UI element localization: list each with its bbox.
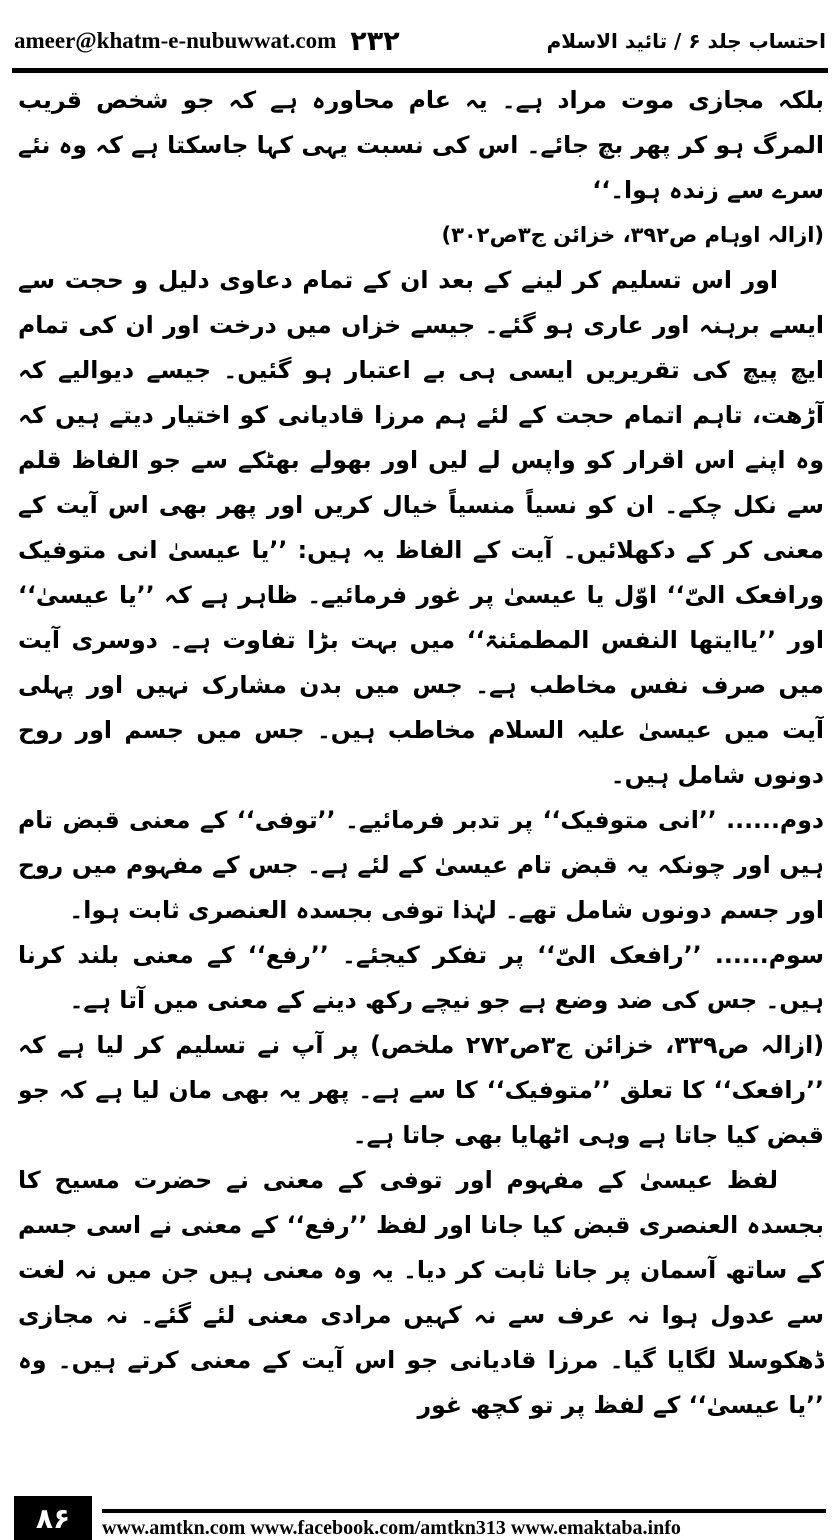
header-email: ameer@khatm-e-nubuwwat.com: [14, 28, 337, 53]
header-left: [14, 26, 400, 57]
citation: (ازالہ اوہام ص۳۹۲، خزائن ج۳ص۳۰۲): [441, 223, 824, 247]
paragraph: لفظ عیسیٰ کے مفہوم اور توفی کے معنی نے حضرت مسیح کا بجسدہ العنصری قبض کیا جانا اور لفظ ’’رفع‘‘ کے معنی نے اسی جسم کے ساتھ آسمان پر جانا ثابت کر دیا۔ یہ وہ معنی ہیں جن میں نہ لغت سے عدول ہوا نہ عرف سے نہ کہیں مرادی معنی لئے گئے۔ نہ مجازی ڈھکوسلا لگایا گیا۔ مرزا قادیانی جو اس آیت کے معنی کرتے ہیں۔ وہ ’’یا عیسیٰ‘‘ کے لفظ پر تو کچھ غور: [18, 1166, 824, 1419]
header-rule: [12, 68, 828, 73]
paragraph: (ازالہ ص۳۳۹، خزائن ج۳ص۲۷۲ ملخص) پر آپ نے تسلیم کر لیا ہے کہ ’’رافعک‘‘ کا تعلق ’’متوفیک‘‘ کا سے ہے۔ پھر یہ بھی مان لیا ہے کہ جو قبض کیا جاتا ہے وہی اٹھایا بھی جاتا ہے۔: [18, 1031, 824, 1149]
footer-urls: www.amtkn.com www.facebook.com/amtkn313 www.emaktaba.info: [102, 1517, 681, 1539]
paragraph: بلکہ مجازی موت مراد ہے۔ یہ عام محاورہ ہے کہ جو شخص قریب المرگ ہو کر پھر بچ جائے۔ اس کی نسبت یہی کہا جاسکتا ہے کہ وہ نئے سرے سے زندہ ہوا۔‘‘: [18, 86, 824, 204]
page-footer: [14, 1496, 826, 1540]
header-book-title: احتساب جلد ۶ / تائید الاسلام: [546, 29, 826, 53]
page-header: [14, 20, 826, 62]
header-page-number: ۲۳۲: [350, 25, 400, 57]
paragraph: دوم...... ’’انی متوفیک‘‘ پر تدبر فرمائیے۔ ’’توفی‘‘ کے معنی قبض تام ہیں اور چونکہ یہ قبض تام عیسیٰ کے لئے ہے۔ جس کے مفہوم میں روح اور جسم دونوں شامل تھے۔ لہٰذا توفی بجسدہ العنصری ثابت ہوا۔: [18, 806, 824, 924]
footer-url-block: [102, 1496, 826, 1540]
paragraph: سوم...... ’’رافعک الیّ‘‘ پر تفکر کیجئے۔ ’’رفع‘‘ کے معنی بلند کرنا ہیں۔ جس کی ضد وضع ہے جو نیچے رکھ دینے کے معنی میں آتا ہے۔: [18, 941, 824, 1014]
footer-page-number: ۸۶: [14, 1496, 92, 1540]
footer-rule: [102, 1509, 826, 1513]
page-body: [18, 78, 824, 1473]
paragraph: اور اس تسلیم کر لینے کے بعد ان کے تمام دعاوی دلیل و حجت سے ایسے برہنہ اور عاری ہو گئے۔ جیسے خزاں میں درخت اور ان کی تمام ایچ پیچ کی تقریریں ایسی ہی بے اعتبار ہو گئیں۔ جیسے دیوالیے کہ آڑھت، تاہم اتمام حجت کے لئے ہم مرزا قادیانی کو اختیار دیتے ہیں کہ وہ اپنے اس اقرار کو واپس لے لیں اور بھولے بھٹکے سے جو الفاظ قلم سے نکل چکے۔ ان کو نسیاً منسیاً خیال کریں اور پھر بھی اس آیت کے معنی کر کے دکھلائیں۔ آیت کے الفاظ یہ ہیں: ’’یا عیسیٰ انی متوفیک ورافعک الیّ‘‘ اوّل یا عیسیٰ پر غور فرمائیے۔ ظاہر ہے کہ ’’یا عیسیٰ‘‘ اور ’’یاایتھا النفس المطمئنۃ‘‘ میں بہت بڑا تفاوت ہے۔ دوسری آیت میں صرف نفس مخاطب ہے۔ جس میں بدن مشارک نہیں اور پہلی آیت میں عیسیٰ علیہ السلام مخاطب ہیں۔ جس میں جسم اور روح دونوں شامل ہیں۔: [18, 266, 824, 789]
